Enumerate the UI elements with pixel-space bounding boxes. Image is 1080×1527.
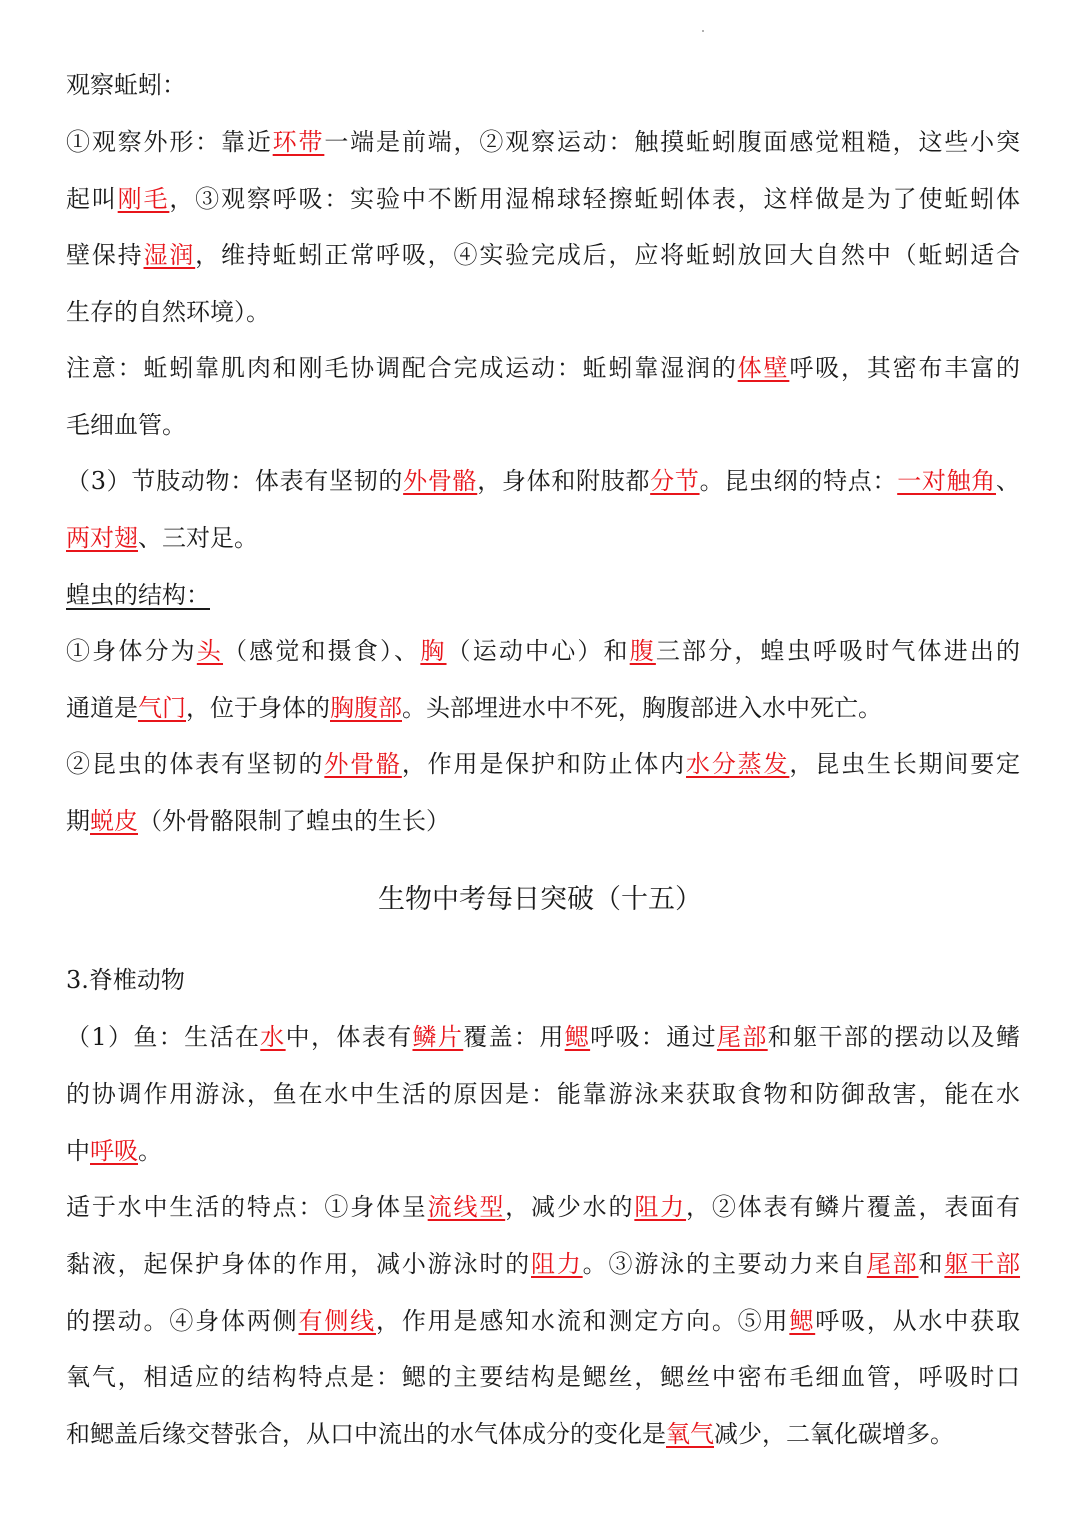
answer-highlight: 刚毛 [117,185,170,213]
body-text: 的协调作用游泳，鱼在水中生活的原因是：能靠游泳来获取食物和防御敌害，能在水 [66,1080,1020,1108]
answer-highlight: 水 [260,1023,286,1051]
text-line [66,965,1020,995]
body-text: 和鳃盖后缘交替张合，从口中流出的水气体成分的变化是 [66,1420,666,1448]
body-text: 通道是 [66,694,138,722]
body-text: ，作用是保护和防止体内 [401,750,687,778]
body-text: 呼吸，从水中获取 [815,1307,1021,1335]
body-text: ，②体表有鳞片覆盖，表面有 [686,1193,1021,1221]
text-line [66,693,1020,723]
text-line [66,70,1020,100]
body-text: ①身体分为 [66,637,197,665]
text-line [66,410,1020,440]
answer-highlight: 分节 [650,467,700,495]
answer-highlight: 腹 [629,637,656,665]
body-text: （3）节肢动物：体表有坚韧的 [66,467,404,495]
body-text: 注意：蚯蚓靠肌肉和刚毛协调配合完成运动：蚯蚓靠湿润的 [66,354,738,382]
text-line [66,1022,1020,1052]
body-text: 生存的自然环境）。 [66,298,270,326]
body-text: 期 [66,807,90,835]
body-text: ，身体和附肢都 [477,467,651,495]
body-text: ①观察外形：靠近 [66,128,273,156]
text-line [66,1362,1020,1392]
scan-speck [702,30,704,32]
answer-highlight: 湿润 [143,241,196,269]
body-text: 起叫 [66,185,118,213]
body-text: 呼吸，其密布丰富的 [789,354,1021,382]
body-text: 适于水中生活的特点：①身体呈 [66,1193,428,1221]
answer-highlight: 气门 [138,694,186,722]
body-text: ，维持蚯蚓正常呼吸，④实验完成后，应将蚯蚓放回大自然中（蚯蚓适合 [195,241,1021,269]
body-text: 中 [66,1137,90,1165]
body-text: 三部分，蝗虫呼吸时气体进出的 [655,637,1021,665]
answer-highlight: 呼吸 [90,1137,138,1165]
text-line [66,1192,1020,1222]
body-text: 3.脊椎动物 [66,966,185,994]
answer-highlight: 胸 [420,637,447,665]
body-text: 氧气，相适应的结构特点是：鳃的主要结构是鳃丝，鳃丝中密布毛细血管，呼吸时口 [66,1363,1020,1391]
answer-highlight: 头 [196,637,224,665]
body-text: ②昆虫的体表有坚韧的 [66,750,325,778]
answer-highlight: 阻力 [634,1193,687,1221]
text-line [66,806,1020,836]
answer-highlight: 胸腹部 [330,694,402,722]
body-text: 。③游泳的主要动力来自 [582,1250,867,1278]
text-line [66,636,1020,666]
section-heading: 生物中考每日突破（十五） [378,884,702,915]
body-text: ，③观察呼吸：实验中不断用湿棉球轻擦蚯蚓体表，这样做是为了使蚯蚓体 [169,185,1021,213]
text-line [66,466,1020,496]
body-text: 呼吸：通过 [590,1023,717,1051]
body-text: ，昆虫生长期间要定 [789,750,1021,778]
answer-highlight: 外骨骼 [403,467,478,495]
body-text: 和 [918,1250,945,1278]
body-text: （外骨骼限制了蝗虫的生长） [138,807,450,835]
text-line [66,749,1020,779]
answer-highlight: 有侧线 [298,1307,376,1335]
answer-highlight: 尾部 [716,1023,768,1051]
text-line [66,580,1020,610]
answer-highlight: 尾部 [866,1250,919,1278]
body-text: （运动中心）和 [446,637,630,665]
text-line [66,523,1020,553]
body-text: ，作用是感知水流和测定方向。⑤用 [376,1307,790,1335]
underlined-subheading: 蝗虫的结构： [66,581,210,609]
text-line [66,127,1020,157]
text-line [66,1136,1020,1166]
body-text: 。昆虫纲的特点： [699,467,898,495]
body-text: 、 [996,467,1020,495]
text-line [66,353,1020,383]
answer-highlight: 体壁 [737,354,790,382]
answer-highlight: 流线型 [427,1193,506,1221]
body-text: 一端是前端，②观察运动：触摸蚯蚓腹面感觉粗糙，这些小突 [324,128,1021,156]
body-text: 壁保持 [66,241,144,269]
body-text: 。 [138,1137,162,1165]
body-text: ，减少水的 [505,1193,635,1221]
body-text: 、三对足。 [138,524,258,552]
body-text: 毛细血管。 [66,411,186,439]
body-text: 覆盖：用 [463,1023,565,1051]
answer-highlight: 蜕皮 [90,807,138,835]
answer-highlight: 外骨骼 [324,750,402,778]
body-text: 中，体表有 [285,1023,413,1051]
body-text: 。头部埋进水中不死，胸腹部进入水中死亡。 [402,694,882,722]
text-line [66,1079,1020,1109]
answer-highlight: 一对触角 [897,467,996,495]
answer-highlight: 鳞片 [412,1023,464,1051]
body-text: 观察蚯蚓： [66,71,186,99]
answer-highlight: 水分蒸发 [686,750,790,778]
body-text: 黏液，起保护身体的作用，减小游泳时的 [66,1250,531,1278]
answer-highlight: 两对翅 [66,524,138,552]
body-text: 减少，二氧化碳增多。 [714,1420,954,1448]
answer-highlight: 环带 [272,128,325,156]
body-text: （1）鱼：生活在 [66,1023,261,1051]
text-line [66,240,1020,270]
text-line [66,1419,1020,1449]
text-line [66,184,1020,214]
text-line [66,1249,1020,1279]
body-text: 的摆动。④身体两侧 [66,1307,299,1335]
text-line [66,1306,1020,1336]
body-text: （感觉和摄食）、 [223,637,421,665]
answer-highlight: 躯干部 [944,1250,1021,1278]
body-text: ，位于身体的 [186,694,330,722]
text-line [66,297,1020,327]
answer-highlight: 阻力 [531,1250,583,1278]
body-text: 和躯干部的摆动以及鳍 [767,1023,1021,1051]
answer-highlight: 鳃 [564,1023,591,1051]
answer-highlight: 鳃 [789,1307,816,1335]
answer-highlight: 氧气 [666,1420,714,1448]
